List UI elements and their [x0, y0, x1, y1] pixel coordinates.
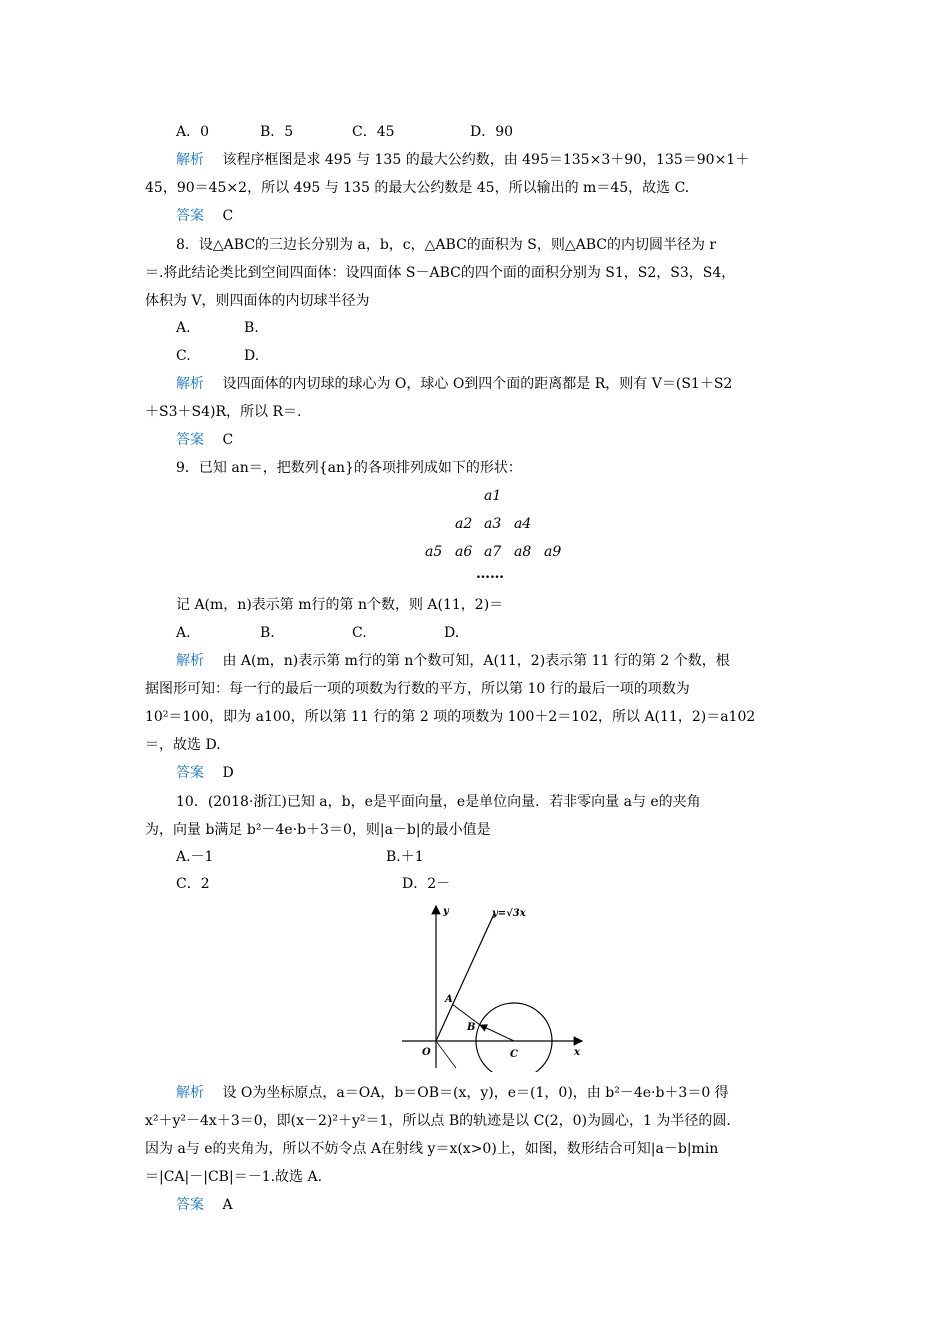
q7-solution-line-2: 45，90＝45×2，所以 495 与 135 的最大公约数是 45，所以输出的 m＝45，故选 C. [145, 180, 690, 196]
solution-label: 解析 [176, 653, 204, 669]
q10-solution-line-4: ＝|CA|－|CB|＝－1.故选 A. [145, 1169, 323, 1185]
q10-option-c: C．2 [176, 876, 210, 892]
solution-label: 解析 [176, 376, 204, 392]
triangle-term: a9 [544, 544, 562, 560]
q10-option-b: B.＋1 [386, 849, 424, 865]
vector-figure [400, 900, 590, 1072]
q9-solution-line-3: 10²＝100，即为 a100，所以第 11 行的第 2 项的项数为 100＋2＝102，所以 A(11，2)＝a102 [145, 709, 756, 725]
q9-solution-line-1: 解析 由 A(m，n)表示第 m行的第 n个数可知，A(11，2)表示第 11 行的第 2 个数，根 [176, 653, 730, 669]
triangle-term: a7 [484, 544, 502, 560]
q10-answer: 答案 A [176, 1197, 233, 1213]
q10-solution-line-2: x²＋y²－4x＋3＝0，即(x－2)²＋y²＝1，所以点 B的轨迹是以 C(2，0)为圆心，1 为半径的圆. [145, 1113, 731, 1129]
q9-option-d: D. [444, 625, 460, 641]
q10-option-d: D．2－ [402, 876, 451, 892]
q9-answer: 答案 D [176, 765, 234, 781]
answer-label: 答案 [176, 432, 204, 448]
q9-stem-line-1: 9．已知 an＝，把数列{an}的各项排列成如下的形状： [176, 460, 522, 476]
q9-solution-line-4: ＝，故选 D. [145, 737, 221, 753]
point-a-label: A [445, 994, 453, 1005]
q9-stem-line-2: 记 A(m，n)表示第 m行的第 n个数，则 A(11，2)＝ [176, 597, 504, 613]
q7-solution-line-1: 解析 该程序框图是求 495 与 135 的最大公约数，由 495＝135×3＋90，135＝90×1＋ [176, 152, 750, 168]
q10-stem-line-2: 为，向量 b满足 b²－4e·b＋3＝0，则|a－b|的最小值是 [145, 822, 491, 838]
q9-option-c: C. [352, 625, 367, 641]
q8-option-a: A. [176, 320, 191, 336]
q7-option-a: A．0 [176, 124, 210, 140]
line-equation-label: y=√3x [492, 908, 526, 919]
q8-option-b: B. [244, 320, 259, 336]
q7-answer: 答案 C [176, 208, 234, 224]
q7-option-c: C．45 [352, 124, 395, 140]
triangle-term: a3 [484, 516, 502, 532]
triangle-term: a2 [455, 516, 473, 532]
q8-solution-line-2: ＋S3＋S4)R，所以 R＝. [145, 404, 302, 420]
x-axis-label: x [574, 1047, 580, 1058]
triangle-ellipsis: …… [476, 566, 504, 582]
q9-option-b: B. [260, 625, 275, 641]
q10-option-a: A.－1 [176, 849, 214, 865]
solution-label: 解析 [176, 1085, 204, 1101]
q10-solution-line-1: 解析 设 O为坐标原点，a＝OA，b＝OB＝(x，y)，e＝(1，0)，由 b²－4e·b＋3＝0 得 [176, 1085, 729, 1101]
q9-solution-line-2: 据图形可知：每一行的最后一项的项数为行数的平方，所以第 10 行的最后一项的项数为 [145, 681, 690, 697]
q8-stem-line-1: 8．设△ABC的三边长分别为 a，b，c，△ABC的面积为 S，则△ABC的内切圆半径为 r [176, 237, 717, 253]
point-o-label: O [422, 1047, 431, 1058]
q7-option-b: B．5 [260, 124, 294, 140]
ray-extension [436, 1041, 456, 1068]
y-axis-label: y [443, 906, 449, 917]
q7-option-d: D．90 [470, 124, 514, 140]
vector-cb [480, 1025, 514, 1041]
q8-solution-line-1: 解析 设四面体的内切球的球心为 O，球心 O到四个面的距离都是 R，则有 V＝(S1＋S2 [176, 376, 733, 392]
triangle-term: a6 [455, 544, 473, 560]
answer-label: 答案 [176, 208, 204, 224]
q9-option-a: A. [176, 625, 191, 641]
q8-option-c: C. [176, 348, 191, 364]
point-c-label: C [510, 1049, 518, 1060]
triangle-term: a8 [514, 544, 532, 560]
point-b-label: B [467, 1022, 476, 1033]
q10-stem-line-1: 10．(2018·浙江)已知 a，b，e是平面向量，e是单位向量．若非零向量 a与 e的夹角 [176, 794, 701, 810]
answer-label: 答案 [176, 1197, 204, 1213]
answer-label: 答案 [176, 765, 204, 781]
q8-stem-line-3: 体积为 V，则四面体的内切球半径为 [145, 293, 370, 309]
triangle-term: a1 [484, 488, 502, 504]
triangle-term: a4 [514, 516, 532, 532]
q8-stem-line-2: ＝.将此结论类比到空间四面体：设四面体 S－ABC的四个面的面积分别为 S1，S2，S3，S4， [145, 265, 736, 281]
q10-solution-line-3: 因为 a与 e的夹角为，所以不妨令点 A在射线 y＝x(x>0)上，如图，数形结合可知|a－b|min [145, 1141, 719, 1157]
circle-c [476, 1003, 552, 1072]
segment-ab [452, 1004, 480, 1025]
solution-label: 解析 [176, 152, 204, 168]
q8-option-d: D. [244, 348, 260, 364]
ray-line [436, 914, 494, 1041]
q8-answer: 答案 C [176, 432, 234, 448]
triangle-term: a5 [425, 544, 443, 560]
